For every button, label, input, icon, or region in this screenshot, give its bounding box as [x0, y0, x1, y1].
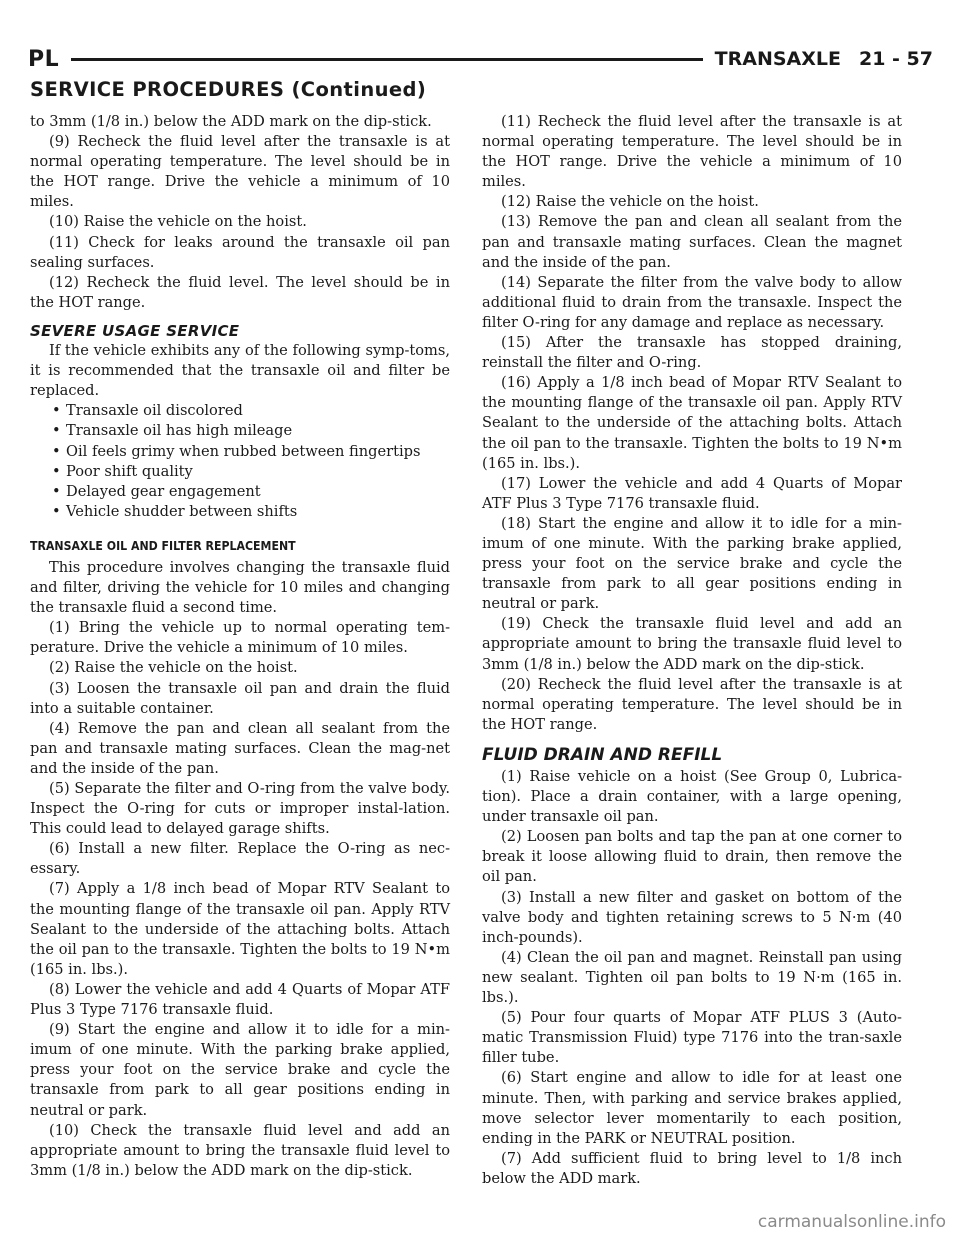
paragraph: (16) Apply a 1/8 inch bead of Mopar RTV Sealant to the mounting flange of the transaxle oil pan. Apply RTV Sealant to the underside of the attaching bolts. Attach the oil pan to the transaxle. Tighten the bolts to 19 N•m (165 in. lbs.). — [482, 374, 902, 472]
paragraph: (18) Start the engine and allow it to idle for a min-imum of one minute. With the parking brake applied, press your foot on the service brake and cycle the transaxle from park to all gear positions ending in neutral or park. — [482, 514, 902, 613]
paragraph: (12) Raise the vehicle on the hoist. — [501, 193, 759, 211]
paragraph: This procedure involves changing the transaxle fluid and filter, driving the vehicle for 10 miles and changing the transaxle fluid a second time. — [30, 558, 450, 617]
watermark-text: carmanualsonline.info — [757, 1212, 946, 1232]
paragraph: (7) Add sufficient fluid to bring level to 1/8 inch below the ADD mark. — [482, 1149, 902, 1187]
list-item: • Delayed gear engagement — [30, 482, 450, 502]
paragraph: (11) Recheck the fluid level after the transaxle is at normal operating temperature. The level should be in the HOT range. Drive the vehicle a minimum of 10 miles. — [482, 113, 902, 191]
header-section-name: TRANSAXLE — [714, 48, 841, 70]
header-manual-code: PL — [28, 46, 60, 72]
severe-usage-heading: SEVERE USAGE SERVICE — [30, 321, 240, 340]
fluid-drain-heading: FLUID DRAIN AND REFILL — [482, 744, 723, 765]
paragraph: (3) Install a new filter and gasket on bottom of the valve body and tighten retaining screws to 5 N·m (40 inch-pounds). — [482, 888, 902, 946]
paragraph: (9) Start the engine and allow it to idle for a min-imum of one minute. With the parking brake applied, press your foot on the service brake and cycle the transaxle from park to all gear positions ending in neutral or park. — [30, 1021, 450, 1119]
paragraph: (13) Remove the pan and clean all sealant from the pan and transaxle mating surfaces. Clean the magnet and the inside of the pan. — [482, 213, 902, 271]
right-column — [482, 112, 902, 1189]
paragraph: (19) Check the transaxle fluid level and add an appropriate amount to bring the transaxle fluid level to 3mm (1/8 in.) below the ADD mark on the dip-stick. — [482, 615, 902, 673]
paragraph: (1) Raise vehicle on a hoist (See Group 0, Lubrica-tion). Place a drain container, with a large opening, under transaxle oil pan. — [482, 768, 902, 826]
paragraph: (3) Loosen the transaxle oil pan and drain the fluid into a suitable container. — [30, 679, 450, 717]
paragraph: If the vehicle exhibits any of the following symp-toms, it is recommended that the transaxle oil and filter be replaced. — [30, 342, 450, 400]
list-item: • Vehicle shudder between shifts — [30, 502, 450, 522]
paragraph: (14) Separate the filter from the valve body to allow additional fluid to drain from the transaxle. Inspect the filter O-ring for any damage and replace as necessary. — [482, 273, 902, 331]
paragraph: (5) Pour four quarts of Mopar ATF PLUS 3 (Auto-matic Transmission Fluid) type 7176 into the tran-saxle filler tube. — [482, 1009, 902, 1067]
paragraph: (8) Lower the vehicle and add 4 Quarts of Mopar ATF Plus 3 Type 7176 transaxle fluid. — [30, 980, 450, 1019]
list-item: • Transaxle oil has high mileage — [30, 421, 450, 441]
paragraph: (10) Check the transaxle fluid level and add an appropriate amount to bring the transaxle fluid level to 3mm (1/8 in.) below the ADD mark on the dip-stick. — [30, 1121, 450, 1179]
paragraph: (12) Recheck the fluid level. The level should be in the HOT range. — [30, 273, 450, 311]
header-rule — [71, 58, 703, 61]
list-item: • Transaxle oil discolored — [30, 401, 450, 421]
paragraph: (6) Start engine and allow to idle for at least one minute. Then, with parking and service brakes applied, move selector lever momentarily to each position, ending in the PARK or NEUTRAL position. — [482, 1069, 902, 1147]
paragraph: (4) Clean the oil pan and magnet. Reinstall pan using new sealant. Tighten oil pan bolts to 19 N·m (165 in. lbs.). — [482, 948, 902, 1007]
paragraph: (7) Apply a 1/8 inch bead of Mopar RTV Sealant to the mounting flange of the transaxle oil pan. Apply RTV Sealant to the underside of the attaching bolts. Attach the oil pan to the transaxle. Tighten the bolts to 19 N•m (165 in. lbs.). — [30, 880, 450, 978]
paragraph: (9) Recheck the fluid level after the transaxle is at normal operating temperature. The level should be in the HOT range. Drive the vehicle a minimum of 10 miles. — [30, 133, 450, 211]
paragraph: to 3mm (1/8 in.) below the ADD mark on the dip-stick. — [30, 113, 432, 130]
paragraph: (10) Raise the vehicle on the hoist. — [49, 213, 307, 231]
page-header — [28, 44, 933, 74]
paragraph: (4) Remove the pan and clean all sealant from the pan and transaxle mating surfaces. Clean the mag-net and the inside of the pan. — [30, 719, 450, 777]
paragraph: (1) Bring the vehicle up to normal operating tem-perature. Drive the vehicle a minimum of 10 miles. — [30, 619, 450, 657]
header-page-number: 21 - 57 — [859, 48, 933, 70]
left-column — [30, 112, 450, 1181]
paragraph: (15) After the transaxle has stopped draining, reinstall the filter and O-ring. — [482, 334, 902, 372]
paragraph: (17) Lower the vehicle and add 4 Quarts of Mopar ATF Plus 3 Type 7176 transaxle fluid. — [482, 474, 902, 512]
paragraph: (2) Raise the vehicle on the hoist. — [49, 659, 298, 677]
list-item: • Poor shift quality — [30, 462, 450, 482]
paragraph: (6) Install a new filter. Replace the O-ring as nec-essary. — [30, 840, 450, 878]
list-item: • Oil feels grimy when rubbed between fingertips — [30, 442, 450, 462]
paragraph: (20) Recheck the fluid level after the transaxle is at normal operating temperature. The level should be in the HOT range. — [482, 675, 902, 733]
paragraph: (11) Check for leaks around the transaxle oil pan sealing surfaces. — [30, 233, 450, 271]
section-title: SERVICE PROCEDURES (Continued) — [30, 78, 427, 101]
header-right — [715, 48, 933, 70]
paragraph: (2) Loosen pan bolts and tap the pan at one corner to break it loose allowing fluid to drain, then remove the oil pan. — [482, 828, 902, 886]
filter-replacement-heading: TRANSAXLE OIL AND FILTER REPLACEMENT — [30, 538, 296, 553]
paragraph: (5) Separate the filter and O-ring from the valve body. Inspect the O-ring for cuts or improper instal-lation. This could lead to delayed garage shifts. — [30, 780, 450, 838]
symptom-list — [30, 401, 450, 522]
